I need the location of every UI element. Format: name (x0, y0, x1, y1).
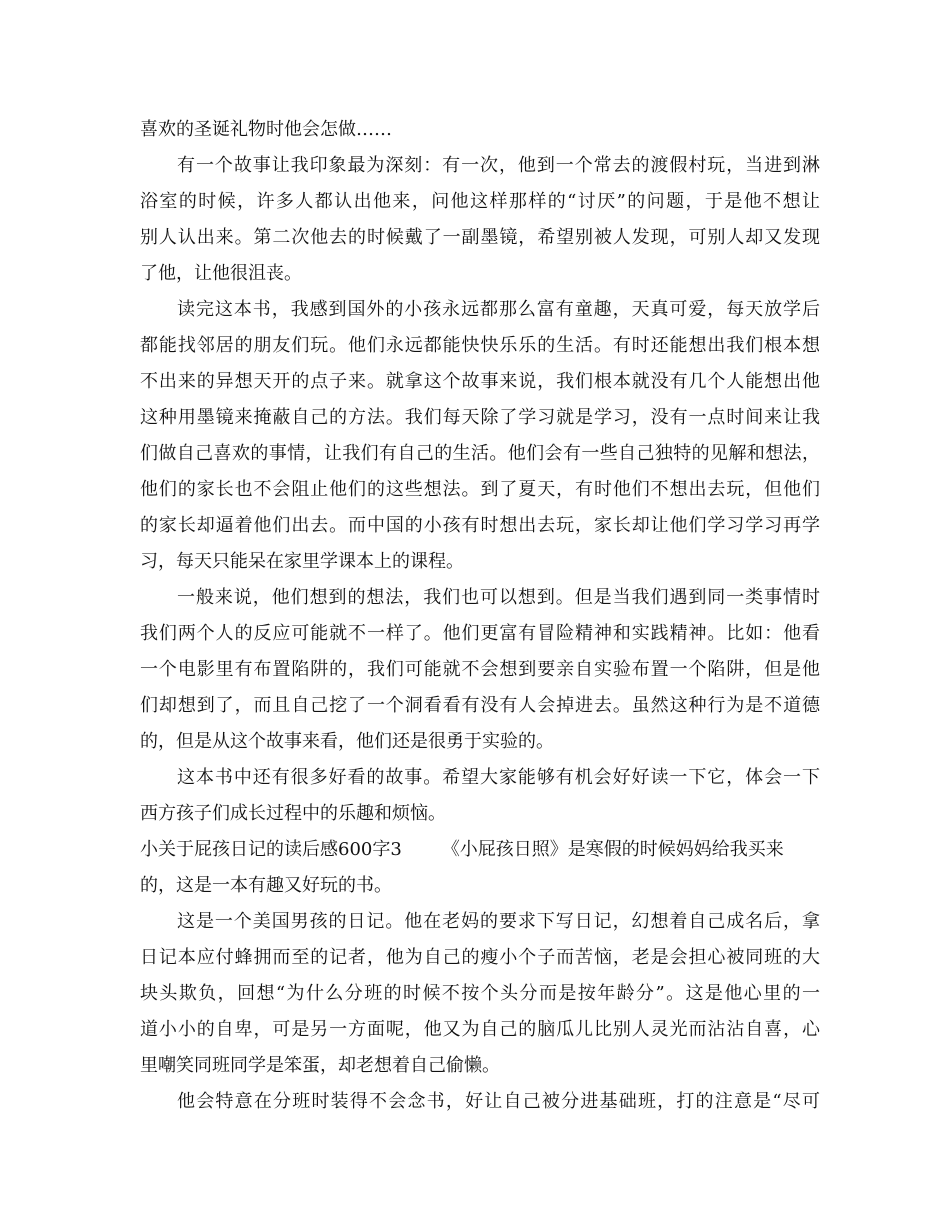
text-line: 们却想到了，而且自己挖了一个洞看看有没有人会掉进去。虽然这种行为是不道德 (140, 695, 820, 716)
text-line: 西方孩子们成长过程中的乐趣和烦恼。 (140, 803, 446, 824)
text-line: 块头欺负，回想“为什么分班的时候不按个头分而是按年龄分”。这是他心里的一 (140, 983, 820, 1004)
text-line: 《小屁孩日照》是寒假的时候妈妈给我买来 (441, 839, 784, 860)
text-line: 他们的家长也不会阻止他们的这些想法。到了夏天，有时他们不想出去玩，但他们 (140, 479, 820, 500)
text-line: 他会特意在分班时装得不会念书，好让自己被分进基础班，打的注意是“尽可 (177, 1091, 820, 1112)
text-line: 读完这本书，我感到国外的小孩永远都那么富有童趣，天真可爱，每天放学后 (177, 299, 820, 320)
text-line: 有一个故事让我印象最为深刻：有一次，他到一个常去的渡假村玩，当进到淋 (177, 155, 820, 176)
text-line: 们做自己喜欢的事情，让我们有自己的生活。他们会有一些自己独特的见解和想法， (140, 443, 820, 464)
text-line: 喜欢的圣诞礼物时他会怎做…… (140, 119, 392, 140)
text-line: 一般来说，他们想到的想法，我们也可以想到。但是当我们遇到同一类事情时 (177, 587, 820, 608)
article-heading: 小关于屁孩日记的读后感600字3 (140, 839, 402, 860)
text-line: 的家长却逼着他们出去。而中国的小孩有时想出去玩，家长却让他们学习学习再学 (140, 515, 820, 536)
text-line: 这是一个美国男孩的日记。他在老妈的要求下写日记，幻想着自己成名后，拿 (177, 911, 820, 932)
text-line: 了他，让他很沮丧。 (140, 263, 302, 284)
text-line: 都能找邻居的朋友们玩。他们永远都能快快乐乐的生活。有时还能想出我们根本想 (140, 335, 820, 356)
text-line: 道小小的自卑，可是另一方面呢，他又为自己的脑瓜儿比别人灵光而沾沾自喜，心 (140, 1019, 820, 1040)
text-line: 日记本应付蜂拥而至的记者，他为自己的瘦小个子而苦恼，老是会担心被同班的大 (140, 947, 820, 968)
text-line: 习，每天只能呆在家里学课本上的课程。 (140, 551, 464, 572)
text-line: 的，但是从这个故事来看，他们还是很勇于实验的。 (140, 731, 554, 752)
text-line: 别人认出来。第二次他去的时候戴了一副墨镜，希望别被人发现，可别人却又发现 (140, 227, 820, 248)
text-line: 浴室的时候，许多人都认出他来，问他这样那样的“讨厌”的问题，于是他不想让 (140, 191, 820, 212)
text-line: 里嘲笑同班同学是笨蛋，却老想着自己偷懒。 (140, 1055, 500, 1076)
text-line: 我们两个人的反应可能就不一样了。他们更富有冒险精神和实践精神。比如：他看 (140, 623, 820, 644)
text-line: 的，这是一本有趣又好玩的书。 (140, 875, 392, 896)
heading-line (140, 838, 820, 862)
text-line: 一个电影里有布置陷阱的，我们可能就不会想到要亲自实验布置一个陷阱，但是他 (140, 659, 820, 680)
text-line: 这种用墨镜来掩蔽自己的方法。我们每天除了学习就是学习，没有一点时间来让我 (140, 407, 820, 428)
text-line: 这本书中还有很多好看的故事。希望大家能够有机会好好读一下它，体会一下 (177, 767, 820, 788)
text-line: 不出来的异想天开的点子来。就拿这个故事来说，我们根本就没有几个人能想出他 (140, 371, 820, 392)
